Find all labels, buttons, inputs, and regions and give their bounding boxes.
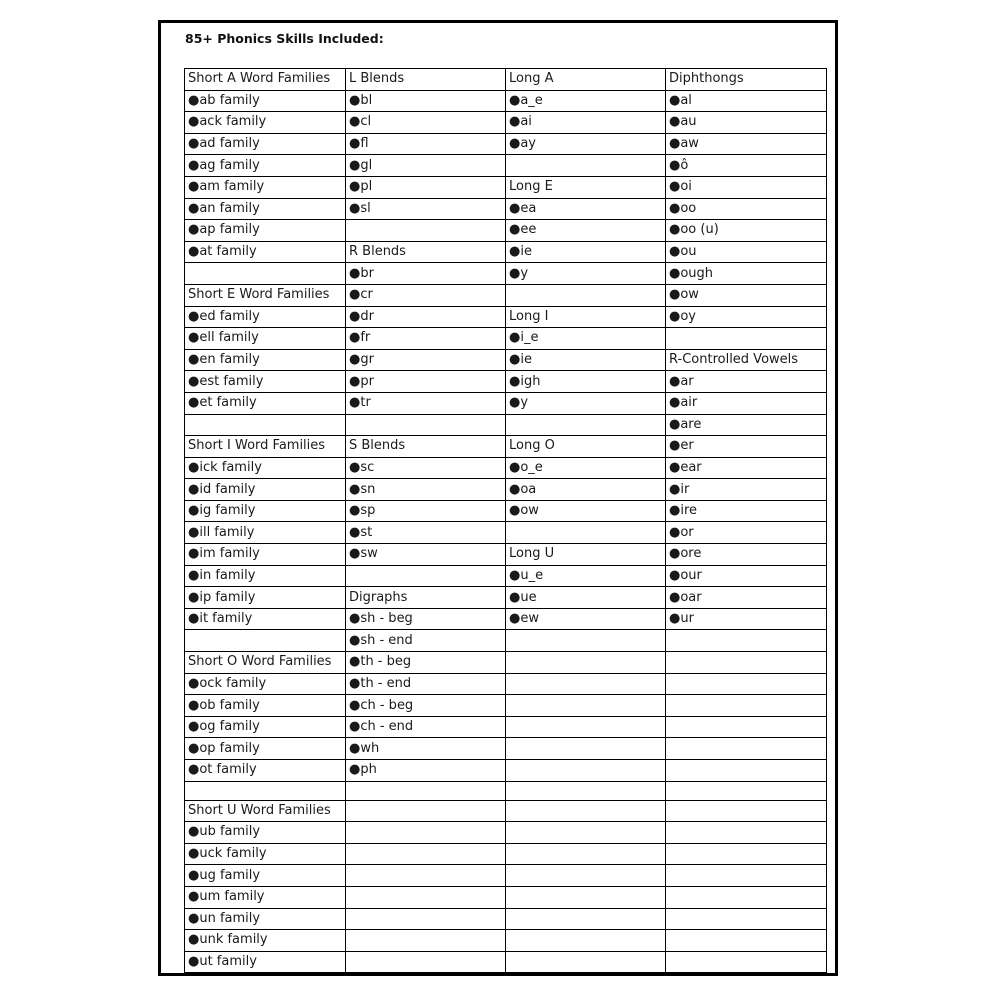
table-cell: ●ai <box>506 112 666 134</box>
table-row <box>185 781 827 800</box>
table-row <box>185 630 827 652</box>
table-cell: ●cl <box>346 112 506 134</box>
table-cell <box>666 716 827 738</box>
table-row <box>185 565 827 587</box>
table-cell: ●pl <box>346 176 506 198</box>
table-cell: ●ch - end <box>346 716 506 738</box>
table-cell: Long I <box>506 306 666 328</box>
table-cell: ●u_e <box>506 565 666 587</box>
table-cell: ●ie <box>506 241 666 263</box>
table-row <box>185 716 827 738</box>
table-cell: Long O <box>506 436 666 458</box>
table-cell: ●fr <box>346 328 506 350</box>
table-cell: Long A <box>506 69 666 91</box>
page-title: 85+ Phonics Skills Included: <box>185 31 384 46</box>
table-cell: ●or <box>666 522 827 544</box>
table-row <box>185 822 827 844</box>
table-cell: ●wh <box>346 738 506 760</box>
table-cell: ●our <box>666 565 827 587</box>
table-cell <box>506 800 666 822</box>
table-row <box>185 522 827 544</box>
table-cell <box>506 886 666 908</box>
table-cell: ●ar <box>666 371 827 393</box>
table-row <box>185 544 827 566</box>
table-cell: ●ie <box>506 349 666 371</box>
table-cell: ●oy <box>666 306 827 328</box>
table-cell: ●o_e <box>506 457 666 479</box>
table-cell: ●ough <box>666 263 827 285</box>
table-cell: ●an family <box>185 198 346 220</box>
table-row <box>185 800 827 822</box>
table-cell <box>666 760 827 782</box>
table-cell: ●bl <box>346 90 506 112</box>
table-cell: S Blends <box>346 436 506 458</box>
table-cell: ●gl <box>346 155 506 177</box>
table-cell <box>666 843 827 865</box>
table-cell: ●am family <box>185 176 346 198</box>
table-cell: ●st <box>346 522 506 544</box>
table-cell: ●ad family <box>185 133 346 155</box>
table-cell <box>666 908 827 930</box>
table-cell: ●y <box>506 392 666 414</box>
table-row <box>185 284 827 306</box>
table-cell: ●oar <box>666 587 827 609</box>
table-cell: ●at family <box>185 241 346 263</box>
table-row <box>185 112 827 134</box>
table-cell <box>666 822 827 844</box>
table-cell <box>185 414 346 436</box>
table-cell: ●un family <box>185 908 346 930</box>
table-cell: ●oa <box>506 479 666 501</box>
table-cell: ●ub family <box>185 822 346 844</box>
table-cell: ●oo <box>666 198 827 220</box>
table-cell: ●th - beg <box>346 652 506 674</box>
table-cell: ●oo (u) <box>666 220 827 242</box>
table-cell: ●au <box>666 112 827 134</box>
table-row <box>185 155 827 177</box>
table-cell <box>506 738 666 760</box>
table-cell <box>506 865 666 887</box>
table-cell: Long U <box>506 544 666 566</box>
table-cell: ●ut family <box>185 951 346 973</box>
table-cell <box>346 822 506 844</box>
table-body <box>185 69 827 973</box>
table-cell: Short O Word Families <box>185 652 346 674</box>
table-row <box>185 500 827 522</box>
table-row <box>185 306 827 328</box>
table-cell: Digraphs <box>346 587 506 609</box>
table-cell: ●ire <box>666 500 827 522</box>
table-cell: ●ed family <box>185 306 346 328</box>
table-cell <box>666 738 827 760</box>
table-cell: ●ack family <box>185 112 346 134</box>
table-cell <box>506 930 666 952</box>
table-cell: ●ee <box>506 220 666 242</box>
table-cell <box>346 565 506 587</box>
table-cell: Diphthongs <box>666 69 827 91</box>
table-cell <box>666 630 827 652</box>
table-cell <box>346 951 506 973</box>
table-cell: ●gr <box>346 349 506 371</box>
table-cell: ●th - end <box>346 673 506 695</box>
table-cell <box>346 800 506 822</box>
table-cell: ●are <box>666 414 827 436</box>
table-cell <box>506 522 666 544</box>
table-cell: ●ick family <box>185 457 346 479</box>
table-cell: ●ag family <box>185 155 346 177</box>
table-cell: Short I Word Families <box>185 436 346 458</box>
table-cell <box>506 716 666 738</box>
table-row <box>185 263 827 285</box>
table-cell: ●sh - beg <box>346 608 506 630</box>
table-cell: ●og family <box>185 716 346 738</box>
table-cell <box>346 414 506 436</box>
table-cell <box>506 414 666 436</box>
table-row <box>185 176 827 198</box>
table-cell: ●sl <box>346 198 506 220</box>
table-row <box>185 198 827 220</box>
table-cell: ●ay <box>506 133 666 155</box>
phonics-skills-table <box>184 68 827 973</box>
table-cell: ●air <box>666 392 827 414</box>
table-row <box>185 886 827 908</box>
table-row <box>185 843 827 865</box>
table-cell <box>506 630 666 652</box>
table-cell: Short A Word Families <box>185 69 346 91</box>
table-cell: ●ot family <box>185 760 346 782</box>
table-cell: ●ob family <box>185 695 346 717</box>
table-cell: ●sn <box>346 479 506 501</box>
table-cell <box>506 951 666 973</box>
table-cell: ●a_e <box>506 90 666 112</box>
table-row <box>185 652 827 674</box>
table-row <box>185 414 827 436</box>
table-cell: ●ore <box>666 544 827 566</box>
table-row <box>185 695 827 717</box>
table-cell <box>346 865 506 887</box>
table-cell: ●ip family <box>185 587 346 609</box>
table-cell: ●ur <box>666 608 827 630</box>
table-cell <box>185 630 346 652</box>
table-row <box>185 90 827 112</box>
table-cell: ●ear <box>666 457 827 479</box>
table-row <box>185 392 827 414</box>
table-row <box>185 133 827 155</box>
table-cell: ●est family <box>185 371 346 393</box>
table-cell: ●in family <box>185 565 346 587</box>
table-cell: ●ew <box>506 608 666 630</box>
table-cell <box>506 155 666 177</box>
table-cell: ●ea <box>506 198 666 220</box>
table-cell: ●im family <box>185 544 346 566</box>
table-cell <box>666 695 827 717</box>
table-row <box>185 587 827 609</box>
table-cell: Long E <box>506 176 666 198</box>
table-cell: ●ill family <box>185 522 346 544</box>
table-cell: ●um family <box>185 886 346 908</box>
table-row <box>185 673 827 695</box>
table-row <box>185 371 827 393</box>
table-cell: ●id family <box>185 479 346 501</box>
table-cell <box>666 328 827 350</box>
table-row <box>185 865 827 887</box>
table-cell <box>506 652 666 674</box>
table-cell: ●ô <box>666 155 827 177</box>
table-cell: ●unk family <box>185 930 346 952</box>
table-cell <box>666 652 827 674</box>
table-row <box>185 908 827 930</box>
table-cell <box>506 695 666 717</box>
table-cell <box>666 673 827 695</box>
table-row <box>185 760 827 782</box>
table-cell: ●en family <box>185 349 346 371</box>
table-cell: ●sw <box>346 544 506 566</box>
table-cell: ●tr <box>346 392 506 414</box>
table-cell <box>346 908 506 930</box>
table-cell: ●fl <box>346 133 506 155</box>
table-row <box>185 436 827 458</box>
table-cell <box>666 781 827 800</box>
table-cell: ●sh - end <box>346 630 506 652</box>
table-cell <box>666 886 827 908</box>
table-row <box>185 241 827 263</box>
table-cell: ●sp <box>346 500 506 522</box>
table-row <box>185 69 827 91</box>
table-cell: ●ug family <box>185 865 346 887</box>
table-cell: ●cr <box>346 284 506 306</box>
table-cell <box>506 822 666 844</box>
table-cell: ●igh <box>506 371 666 393</box>
table-cell <box>506 284 666 306</box>
table-cell: ●ock family <box>185 673 346 695</box>
table-row <box>185 349 827 371</box>
table-cell: ●uck family <box>185 843 346 865</box>
table-cell: L Blends <box>346 69 506 91</box>
table-cell <box>666 800 827 822</box>
table-row <box>185 328 827 350</box>
table-cell: ●pr <box>346 371 506 393</box>
table-cell: ●sc <box>346 457 506 479</box>
table-cell: ●ab family <box>185 90 346 112</box>
table-cell: ●it family <box>185 608 346 630</box>
table-cell <box>346 843 506 865</box>
table-row <box>185 220 827 242</box>
table-cell <box>506 781 666 800</box>
table-cell <box>506 760 666 782</box>
table-cell: R-Controlled Vowels <box>666 349 827 371</box>
table-cell <box>346 220 506 242</box>
table-cell: ●ch - beg <box>346 695 506 717</box>
table-cell: ●br <box>346 263 506 285</box>
table-cell: ●aw <box>666 133 827 155</box>
table-cell: ●ir <box>666 479 827 501</box>
table-cell: ●oi <box>666 176 827 198</box>
table-cell <box>346 781 506 800</box>
table-cell: Short E Word Families <box>185 284 346 306</box>
table-cell: ●ue <box>506 587 666 609</box>
table-cell: ●al <box>666 90 827 112</box>
table-cell <box>346 886 506 908</box>
table-cell: ●ell family <box>185 328 346 350</box>
table-cell: ●op family <box>185 738 346 760</box>
table-row <box>185 738 827 760</box>
table-row <box>185 479 827 501</box>
table-cell <box>506 843 666 865</box>
table-cell: ●et family <box>185 392 346 414</box>
table-cell: ●ow <box>506 500 666 522</box>
table-cell <box>666 951 827 973</box>
table-row <box>185 608 827 630</box>
table-cell: ●er <box>666 436 827 458</box>
table-cell: ●i_e <box>506 328 666 350</box>
table-cell: ●ap family <box>185 220 346 242</box>
table-cell <box>185 263 346 285</box>
table-cell: ●ph <box>346 760 506 782</box>
table-cell <box>185 781 346 800</box>
table-row <box>185 951 827 973</box>
table-cell <box>506 908 666 930</box>
table-cell: ●dr <box>346 306 506 328</box>
table-cell: ●ow <box>666 284 827 306</box>
table-cell <box>666 865 827 887</box>
table-row <box>185 930 827 952</box>
table-cell <box>506 673 666 695</box>
table-cell: Short U Word Families <box>185 800 346 822</box>
table-cell <box>346 930 506 952</box>
table-cell: R Blends <box>346 241 506 263</box>
table-row <box>185 457 827 479</box>
table-cell: ●ig family <box>185 500 346 522</box>
table-cell: ●ou <box>666 241 827 263</box>
table-cell: ●y <box>506 263 666 285</box>
table-cell <box>666 930 827 952</box>
